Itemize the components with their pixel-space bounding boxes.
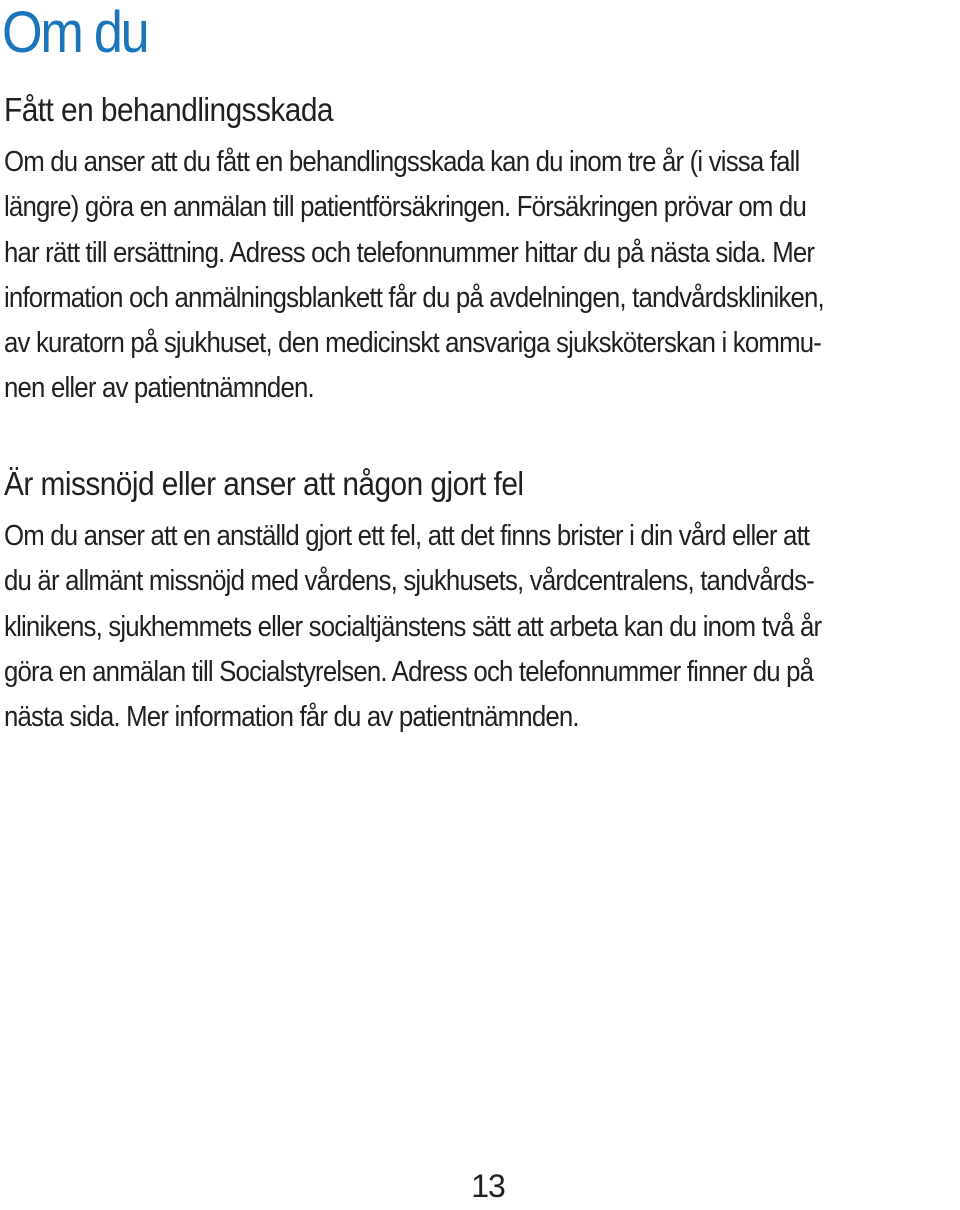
body-line: Om du anser att du fått en behandlingsskada kan du inom tre år (i vissa fall [4, 146, 800, 178]
page-title: Om du [2, 0, 148, 65]
section-behandlingsskada [4, 86, 954, 412]
body-line: du är allmänt missnöjd med vårdens, sjukhusets, vårdcentralens, tandvårds- [4, 565, 814, 598]
section-heading: Fått en behandlingsskada [4, 91, 334, 128]
section-missnojd [4, 460, 954, 740]
body-line: Om du anser att en anställd gjort ett fel, att det finns brister i din vård eller att [4, 520, 810, 552]
body-line: av kuratorn på sjukhuset, den medicinskt ansvariga sjuksköterskan i kommu- [4, 327, 822, 360]
section-body [4, 514, 954, 740]
body-line: har rätt till ersättning. Adress och telefonnummer hittar du på nästa sida. Mer [4, 236, 815, 269]
body-line: göra en anmälan till Socialstyrelsen. Adress och telefonnummer finner du på [4, 655, 814, 688]
body-line: klinikens, sjukhemmets eller socialtjänstens sätt att arbeta kan du inom två år [4, 610, 822, 643]
section-heading: Är missnöjd eller anser att någon gjort fel [4, 465, 524, 502]
body-line: längre) göra en anmälan till patientförsäkringen. Försäkringen prövar om du [4, 191, 806, 224]
page-number: 13 [471, 1168, 505, 1204]
body-line: nen eller av patientnämnden. [4, 372, 314, 405]
body-line: information och anmälningsblankett får du på avdelningen, tandvårdskliniken, [4, 281, 824, 314]
section-body [4, 140, 954, 412]
body-line: nästa sida. Mer information får du av patientnämnden. [4, 701, 579, 734]
